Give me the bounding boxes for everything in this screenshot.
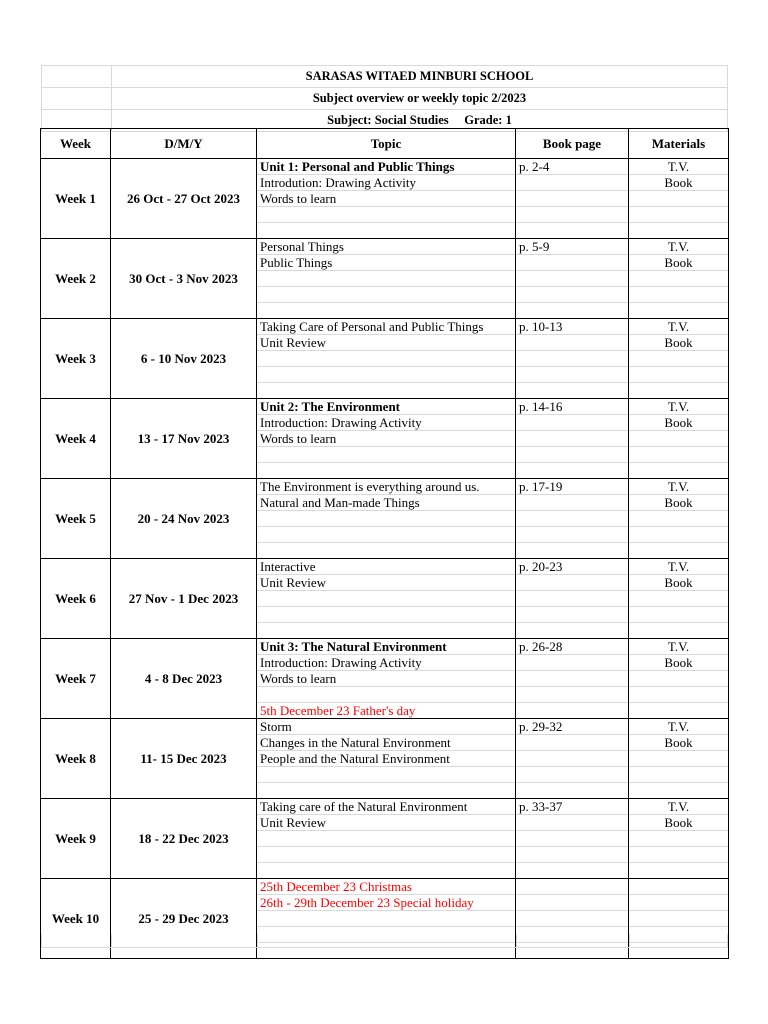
materials-cell [629, 799, 729, 879]
empty-subline [516, 335, 628, 351]
material-item [629, 895, 728, 911]
week-label: Week 1 [41, 159, 111, 239]
empty-subline [629, 751, 728, 767]
topic-line: 5th December 23 Father's day [260, 703, 416, 718]
week-dates: 4 - 8 Dec 2023 [111, 639, 257, 719]
week-dates: 27 Nov - 1 Dec 2023 [111, 559, 257, 639]
week-dates: 13 - 17 Nov 2023 [111, 399, 257, 479]
topic-line [257, 207, 515, 223]
topic-cell [257, 319, 516, 399]
topic-line [257, 847, 515, 863]
material-item: T.V. [629, 559, 728, 575]
empty-subline [516, 431, 628, 447]
empty-subline [516, 863, 628, 878]
material-item [629, 879, 728, 895]
week-label: Week 9 [41, 799, 111, 879]
empty-subline [516, 463, 628, 478]
topic-line: Words to learn [257, 431, 515, 447]
table-row [41, 479, 729, 559]
empty-subline [516, 815, 628, 831]
empty-subline [516, 447, 628, 463]
material-item: Book [629, 335, 728, 351]
empty-subline [629, 511, 728, 527]
week-label: Week 5 [41, 479, 111, 559]
empty-subline [516, 191, 628, 207]
empty-subline [629, 623, 728, 638]
topic-line [257, 447, 515, 463]
book-page-value [516, 879, 628, 895]
week-label: Week 3 [41, 319, 111, 399]
topic-cell [257, 239, 516, 319]
material-item: Book [629, 815, 728, 831]
empty-subline [629, 703, 728, 718]
empty-cell [42, 934, 112, 947]
topic-line [257, 351, 515, 367]
topic-line: 25th December 23 Christmas [257, 879, 515, 895]
empty-subline [516, 383, 628, 398]
topic-line [257, 463, 515, 478]
topic-line: Changes in the Natural Environment [257, 735, 515, 751]
empty-subline [629, 831, 728, 847]
week-label: Week 2 [41, 239, 111, 319]
table-row [41, 319, 729, 399]
empty-cell [258, 934, 517, 947]
empty-subline [516, 847, 628, 863]
week-dates: 6 - 10 Nov 2023 [111, 319, 257, 399]
topic-line: Words to learn [257, 191, 515, 207]
topic-line: Unit 2: The Environment [257, 399, 515, 415]
topic-cell [257, 799, 516, 879]
topic-line [257, 223, 515, 238]
material-item: T.V. [629, 319, 728, 335]
book-page-value: p. 20-23 [516, 559, 628, 575]
week-dates: 26 Oct - 27 Oct 2023 [111, 159, 257, 239]
material-item: T.V. [629, 159, 728, 175]
empty-subline [516, 351, 628, 367]
material-item: Book [629, 655, 728, 671]
topic-line: Interactive [257, 559, 515, 575]
book-page-cell [516, 479, 629, 559]
empty-subline [629, 911, 728, 927]
empty-subline [629, 863, 728, 878]
header-stub-cell [42, 88, 112, 109]
empty-subline [516, 495, 628, 511]
empty-subline [516, 415, 628, 431]
book-page-cell [516, 319, 629, 399]
topic-line: Taking care of the Natural Environment [257, 799, 515, 815]
book-page-value: p. 17-19 [516, 479, 628, 495]
document-header [41, 65, 728, 132]
empty-subline [629, 767, 728, 783]
material-item: T.V. [629, 399, 728, 415]
topic-cell [257, 479, 516, 559]
topic-line: Storm [257, 719, 515, 735]
week-label: Week 10 [41, 879, 111, 959]
week-dates: 18 - 22 Dec 2023 [111, 799, 257, 879]
empty-subline [516, 575, 628, 591]
empty-subline [516, 591, 628, 607]
book-page-cell [516, 399, 629, 479]
topic-cell [257, 399, 516, 479]
empty-subline [629, 591, 728, 607]
empty-subline [516, 735, 628, 751]
materials-cell [629, 399, 729, 479]
topic-line [257, 511, 515, 527]
empty-subline [516, 255, 628, 271]
empty-subline [629, 847, 728, 863]
empty-cell [517, 934, 630, 947]
book-page-cell [516, 559, 629, 639]
book-page-value: p. 26-28 [516, 639, 628, 655]
materials-cell [629, 159, 729, 239]
empty-subline [516, 911, 628, 927]
material-item: Book [629, 575, 728, 591]
topic-line: Introdution: Drawing Activity [257, 175, 515, 191]
topic-cell [257, 159, 516, 239]
week-dates: 20 - 24 Nov 2023 [111, 479, 257, 559]
empty-subline [516, 751, 628, 767]
table-row [41, 399, 729, 479]
topic-line: Natural and Man-made Things [257, 495, 515, 511]
topic-line [257, 607, 515, 623]
empty-subline [516, 175, 628, 191]
empty-subline [629, 191, 728, 207]
book-page-cell [516, 719, 629, 799]
column-header-materials: Materials [629, 129, 729, 159]
week-dates: 11- 15 Dec 2023 [111, 719, 257, 799]
materials-cell [629, 239, 729, 319]
table-row [41, 239, 729, 319]
book-page-value: p. 10-13 [516, 319, 628, 335]
book-page-cell [516, 799, 629, 879]
material-item: T.V. [629, 799, 728, 815]
topic-line [257, 383, 515, 398]
empty-subline [629, 207, 728, 223]
material-item: Book [629, 415, 728, 431]
empty-cell [112, 934, 258, 947]
topic-line [257, 543, 515, 558]
topic-line [257, 831, 515, 847]
topic-line [257, 687, 515, 703]
empty-subline [516, 271, 628, 287]
book-page-cell [516, 239, 629, 319]
materials-cell [629, 319, 729, 399]
empty-subline [629, 223, 728, 238]
empty-subline [629, 463, 728, 478]
week-label: Week 8 [41, 719, 111, 799]
topic-cell [257, 559, 516, 639]
empty-subline [516, 831, 628, 847]
column-header-dmy: D/M/Y [111, 129, 257, 159]
column-header-book-page: Book page [516, 129, 629, 159]
topic-line [257, 783, 515, 798]
empty-subline [516, 655, 628, 671]
topic-line [257, 303, 515, 318]
topic-line [257, 287, 515, 303]
table-row [41, 799, 729, 879]
table-row [41, 159, 729, 239]
topic-line [257, 367, 515, 383]
empty-subline [516, 367, 628, 383]
materials-cell [629, 719, 729, 799]
column-header-topic: Topic [257, 129, 516, 159]
topic-line [257, 591, 515, 607]
material-item: T.V. [629, 239, 728, 255]
empty-subline [629, 383, 728, 398]
book-page-cell [516, 639, 629, 719]
document-title: Subject overview or weekly topic 2/2023 [312, 91, 527, 105]
book-page-value: p. 14-16 [516, 399, 628, 415]
material-item: Book [629, 735, 728, 751]
week-label: Week 7 [41, 639, 111, 719]
empty-subline [516, 207, 628, 223]
book-page-cell [516, 159, 629, 239]
topic-line [257, 863, 515, 878]
empty-subline [516, 703, 628, 718]
header-row-overview [41, 88, 728, 110]
empty-subline [516, 895, 628, 911]
material-item: Book [629, 175, 728, 191]
topic-line: Words to learn [257, 671, 515, 687]
topic-cell [257, 639, 516, 719]
topic-line [257, 767, 515, 783]
empty-subline [629, 543, 728, 558]
empty-subline [629, 783, 728, 798]
empty-subline [629, 287, 728, 303]
materials-cell [629, 479, 729, 559]
table-row [41, 639, 729, 719]
empty-subline [629, 527, 728, 543]
empty-subline [516, 511, 628, 527]
empty-subline [516, 543, 628, 558]
book-page-value: p. 33-37 [516, 799, 628, 815]
topic-line [257, 623, 515, 638]
empty-subline [516, 767, 628, 783]
empty-subline [629, 303, 728, 318]
topic-line: Introduction: Drawing Activity [257, 415, 515, 431]
topic-cell [257, 719, 516, 799]
topic-line: Taking Care of Personal and Public Things [257, 319, 515, 335]
subject-grade-line: Subject: Social Studies Grade: 1 [327, 113, 512, 127]
material-item: Book [629, 495, 728, 511]
empty-subline [629, 687, 728, 703]
empty-subline [516, 623, 628, 638]
empty-subline [629, 671, 728, 687]
week-dates: 30 Oct - 3 Nov 2023 [111, 239, 257, 319]
topic-line: 26th - 29th December 23 Special holiday [257, 895, 515, 911]
table-body [41, 159, 729, 959]
materials-cell [629, 639, 729, 719]
topic-line [257, 527, 515, 543]
table-row [41, 719, 729, 799]
topic-line [257, 271, 515, 287]
topic-line: The Environment is everything around us. [257, 479, 515, 495]
header-stub-cell [42, 66, 112, 87]
empty-subline [629, 607, 728, 623]
week-label: Week 6 [41, 559, 111, 639]
topic-line: Unit Review [257, 335, 515, 351]
material-item: T.V. [629, 639, 728, 655]
week-dates: 25 - 29 Dec 2023 [111, 879, 257, 959]
topic-line: Unit 1: Personal and Public Things [257, 159, 515, 175]
empty-subline [629, 431, 728, 447]
empty-subline [516, 287, 628, 303]
book-page-value: p. 5-9 [516, 239, 628, 255]
header-row-school [41, 65, 728, 88]
material-item: T.V. [629, 479, 728, 495]
materials-cell [629, 559, 729, 639]
empty-subline [516, 223, 628, 238]
topic-line: People and the Natural Environment [257, 751, 515, 767]
empty-subline [516, 607, 628, 623]
empty-subline [516, 527, 628, 543]
weekly-schedule-table [40, 128, 729, 959]
empty-subline [629, 447, 728, 463]
table-header-row [41, 129, 729, 159]
week-label: Week 4 [41, 399, 111, 479]
topic-line [257, 911, 515, 927]
empty-subline [516, 303, 628, 318]
empty-trailing-row [41, 934, 728, 948]
material-item: Book [629, 255, 728, 271]
topic-line: Introduction: Drawing Activity [257, 655, 515, 671]
empty-subline [516, 671, 628, 687]
topic-line: Unit 3: The Natural Environment [257, 639, 515, 655]
empty-subline [629, 271, 728, 287]
table-row [41, 559, 729, 639]
book-page-value: p. 2-4 [516, 159, 628, 175]
material-item: T.V. [629, 719, 728, 735]
topic-line: Unit Review [257, 815, 515, 831]
topic-line: Public Things [257, 255, 515, 271]
topic-line: Unit Review [257, 575, 515, 591]
column-header-week: Week [41, 129, 111, 159]
empty-subline [516, 687, 628, 703]
empty-subline [629, 367, 728, 383]
empty-subline [516, 783, 628, 798]
empty-subline [629, 351, 728, 367]
topic-line: Personal Things [257, 239, 515, 255]
school-name: SARASAS WITAED MINBURI SCHOOL [305, 69, 534, 83]
book-page-value: p. 29-32 [516, 719, 628, 735]
